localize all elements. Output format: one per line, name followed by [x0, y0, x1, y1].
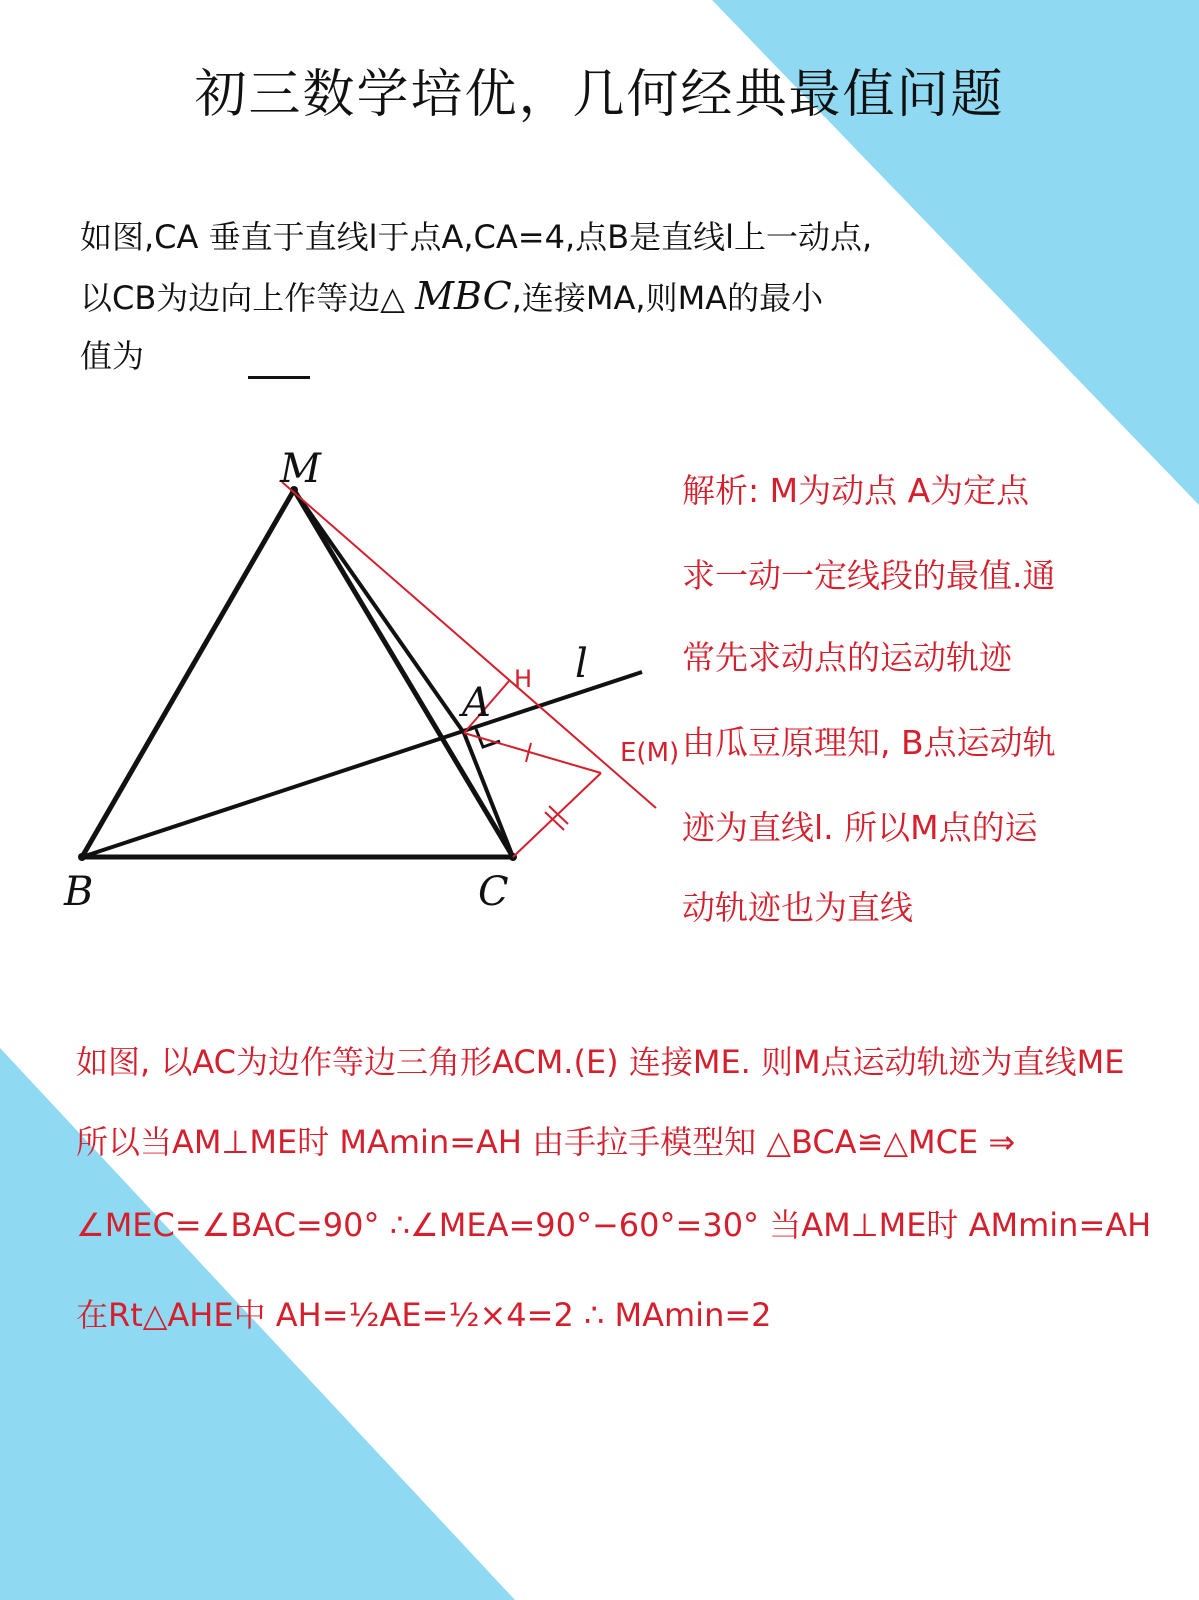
problem-line-1: 如图,CA 垂直于直线l于点A,CA=4,点B是直线l上一动点,: [80, 218, 873, 256]
segment-ma: [294, 490, 464, 733]
label-b: B: [64, 869, 94, 915]
label-c: C: [478, 869, 509, 915]
red-tick-ce-1: [545, 812, 564, 830]
segment-mc: [294, 490, 513, 857]
label-a: A: [462, 680, 491, 726]
analysis-line-5: 迹为直线l. 所以M点的运: [682, 808, 1038, 847]
problem-line-2b: ,连接MA,则MA的最小: [511, 279, 824, 317]
label-l: l: [575, 641, 588, 687]
problem-line-2: [80, 276, 823, 318]
analysis-line-4: 由瓜豆原理知, B点运动轨: [682, 723, 1056, 762]
analysis-line-2: 求一动一定线段的最值.通: [682, 556, 1056, 595]
answer-blank: [248, 376, 310, 379]
analysis-line-6: 动轨迹也为直线: [682, 888, 913, 927]
problem-line-2a: 以CB为边向上作等边△: [80, 279, 416, 317]
point-b: [78, 853, 86, 861]
solution-line-1: 如图, 以AC为边作等边三角形ACM.(E) 连接ME. 则M点运动轨迹为直线ME: [76, 1043, 1125, 1081]
triangle-mbc-label: MBC: [415, 274, 512, 318]
problem-line-3: 值为: [80, 337, 145, 375]
solution-line-2: 所以当AM⊥ME时 MAmin=AH 由手拉手模型知 △BCA≌△MCE ⇒: [76, 1123, 1016, 1161]
geometry-figure: [0, 430, 700, 940]
solution-line-4: 在Rt△AHE中 AH=½AE=½×4=2 ∴ MAmin=2: [76, 1296, 772, 1334]
label-h: H: [514, 665, 533, 693]
segment-ca: [464, 733, 513, 857]
analysis-line-3: 常先求动点的运动轨迹: [682, 638, 1012, 677]
label-m: M: [280, 446, 321, 492]
page-title: 初三数学培优，几何经典最值问题: [194, 65, 1005, 125]
red-line-me: [282, 482, 656, 808]
red-segment-ae: [464, 733, 601, 773]
red-tick-ce-2: [549, 806, 568, 824]
analysis-line-1: 解析: M为动点 A为定点: [682, 471, 1030, 510]
label-e: E(M): [620, 738, 680, 768]
solution-line-3: ∠MEC=∠BAC=90° ∴∠MEA=90°−60°=30° 当AM⊥ME时 AMmin=AH: [76, 1206, 1152, 1244]
segment-mb: [82, 490, 294, 857]
line-l: [82, 672, 642, 857]
red-segment-ce: [513, 773, 601, 857]
